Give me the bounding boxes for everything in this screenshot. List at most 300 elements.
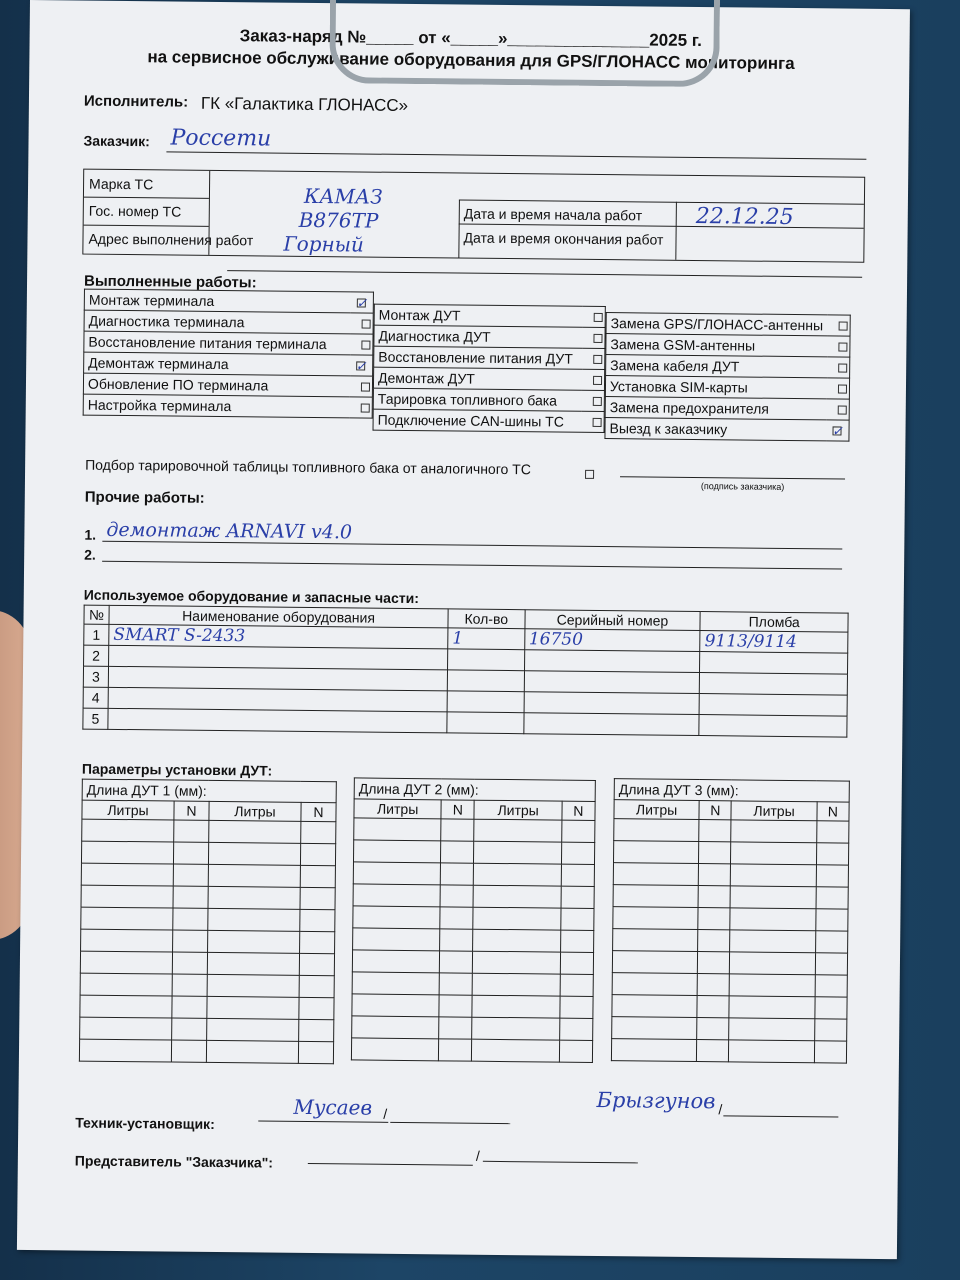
work-row	[373, 367, 604, 390]
top-right-sign-line	[723, 1115, 838, 1117]
work-label: Монтаж терминала	[84, 289, 351, 313]
dut-cell[interactable]	[81, 863, 173, 886]
dut-cell[interactable]	[560, 930, 593, 952]
dut-cell[interactable]	[171, 1040, 206, 1062]
dut-cell[interactable]	[815, 909, 848, 931]
dut-row	[79, 1039, 333, 1064]
dut-cell[interactable]	[352, 950, 440, 973]
dut-cell[interactable]	[79, 1039, 171, 1062]
checkbox-icon	[361, 382, 370, 391]
customer-handwritten: Россети	[170, 125, 272, 152]
dut-row	[612, 973, 847, 997]
dut-cell[interactable]	[730, 930, 815, 953]
work-checkbox[interactable]	[582, 411, 605, 432]
work-row	[84, 331, 373, 355]
dut-row	[80, 951, 334, 976]
dut-cell[interactable]	[80, 1017, 172, 1040]
dut-cell[interactable]	[729, 1040, 814, 1063]
dut-cell[interactable]	[474, 819, 562, 842]
dut-cell[interactable]	[472, 995, 560, 1018]
equipment-cell: 1	[448, 628, 525, 650]
works-title: Выполненные работы:	[83, 272, 257, 292]
dut-row	[613, 863, 848, 887]
work-label: Демонтаж ДУТ	[373, 367, 582, 390]
dut-cell[interactable]	[299, 953, 334, 975]
dut-column-header: N	[699, 801, 732, 820]
dut-cell[interactable]	[730, 952, 815, 975]
dut-cell[interactable]	[698, 930, 731, 952]
other-item-2-line	[102, 561, 842, 570]
equipment-cell: 3	[83, 666, 108, 687]
customer-label: Заказчик:	[83, 132, 150, 150]
checkbox-icon	[839, 321, 848, 330]
dut-cell[interactable]	[300, 887, 335, 909]
end-label: Дата и время окончания работ	[463, 229, 664, 248]
work-row	[373, 409, 604, 432]
other-item-1-handwritten: демонтаж ARNAVI v4.0	[106, 518, 353, 544]
dut-row	[81, 841, 335, 866]
rep-signature-handwritten: Брызгунов	[596, 1087, 716, 1114]
equipment-table	[82, 605, 848, 738]
checkbox-icon	[838, 405, 847, 414]
dut-cell[interactable]	[208, 842, 300, 865]
dut-cell[interactable]	[815, 975, 848, 997]
dut-cell[interactable]	[81, 929, 173, 952]
plate-label: Гос. номер ТС	[88, 202, 182, 220]
dut-cell[interactable]	[559, 1018, 592, 1040]
dut-cell[interactable]	[173, 908, 208, 930]
work-checkbox[interactable]	[827, 357, 850, 378]
work-label: Диагностика ДУТ	[374, 325, 583, 348]
dut-cell[interactable]	[472, 1039, 560, 1062]
dut-cell[interactable]	[729, 996, 814, 1019]
dut-cell[interactable]	[814, 1019, 847, 1041]
works-grid	[84, 289, 856, 440]
rep-slash-top: /	[718, 1101, 723, 1118]
checkbox-icon	[361, 340, 370, 349]
dut-cell[interactable]	[300, 931, 335, 953]
dut-cell[interactable]	[80, 995, 172, 1018]
dut-column-header: N	[301, 802, 336, 821]
dut-cell[interactable]	[561, 820, 594, 842]
executor-label: Исполнитель:	[83, 92, 189, 111]
work-row	[374, 346, 605, 369]
dut-cell[interactable]	[353, 928, 441, 951]
equipment-cell	[524, 650, 700, 673]
checkbox-icon	[593, 354, 602, 363]
dut-cell[interactable]	[441, 819, 474, 841]
address-underline	[227, 270, 862, 278]
dut-row	[613, 907, 848, 931]
equipment-cell	[700, 673, 848, 696]
customer-underline	[166, 151, 866, 159]
work-label: Установка SIM-карты	[605, 376, 827, 399]
work-label: Восстановление питания терминала	[84, 331, 351, 355]
checkbox-icon	[593, 396, 602, 405]
dut-cell[interactable]	[474, 841, 562, 864]
dut-cell[interactable]	[208, 908, 300, 931]
dut-row	[82, 819, 336, 844]
dut-cell[interactable]	[300, 909, 335, 931]
dut-cell[interactable]	[301, 821, 336, 843]
checkbox-icon	[593, 333, 602, 342]
dut-cell[interactable]	[697, 1040, 730, 1062]
dut-cell[interactable]	[172, 996, 207, 1018]
dut-row	[352, 994, 593, 1019]
dut-cell[interactable]	[815, 931, 848, 953]
dut-column-header: Литры	[209, 801, 301, 821]
dut-row	[353, 906, 594, 931]
dut-cell[interactable]	[440, 907, 473, 929]
work-checkbox[interactable]	[350, 334, 373, 355]
equipment-header: №	[84, 605, 109, 624]
dut-cell[interactable]	[206, 1040, 298, 1063]
check-mark: ✓	[831, 423, 844, 440]
dut-table-title: Длина ДУТ 1 (мм):	[82, 779, 336, 803]
rep-label: Представитель "Заказчика":	[74, 1152, 274, 1171]
other-item-1-num: 1.	[84, 526, 97, 543]
dut-row	[612, 951, 847, 975]
dut-cell[interactable]	[699, 842, 732, 864]
equipment-header: Серийный номер	[525, 610, 701, 631]
equipment-cell: 2	[84, 645, 109, 666]
brand-label: Марка ТС	[88, 175, 154, 193]
checkbox-icon	[594, 312, 603, 321]
dut-cell[interactable]	[352, 994, 440, 1017]
dut-cell[interactable]	[473, 907, 561, 930]
dut-row	[614, 819, 849, 843]
dut-table-1	[79, 779, 337, 1065]
dut-cell[interactable]	[439, 1017, 472, 1039]
work-row	[373, 388, 604, 411]
equipment-cell: 16750	[524, 629, 700, 652]
dut-row	[613, 885, 848, 909]
dut-cell[interactable]	[612, 1017, 697, 1040]
dut-cell[interactable]	[299, 997, 334, 1019]
dut-cell[interactable]	[300, 843, 335, 865]
dut-column-header: N	[174, 801, 209, 820]
dut-cell[interactable]	[353, 840, 441, 863]
dut-cell[interactable]	[207, 1018, 299, 1041]
equipment-cell	[524, 671, 700, 694]
dut-cell[interactable]	[173, 842, 208, 864]
tech-sign-line	[258, 1120, 388, 1122]
work-checkbox[interactable]	[827, 378, 850, 399]
work-row	[83, 373, 372, 397]
dut-row	[81, 907, 335, 932]
dut-row	[352, 972, 593, 997]
dut-cell[interactable]	[472, 1017, 560, 1040]
dut-cell[interactable]	[473, 973, 561, 996]
work-row	[374, 304, 605, 327]
work-label: Замена GSM-антенны	[606, 334, 828, 357]
equipment-cell	[447, 691, 524, 713]
work-checkbox[interactable]	[582, 390, 605, 411]
dut-cell[interactable]	[613, 841, 698, 864]
dut-cell[interactable]	[209, 820, 301, 843]
dut-cell[interactable]	[207, 996, 299, 1019]
signature-caption: (подпись заказчика)	[700, 481, 785, 492]
dut-cell[interactable]	[474, 885, 562, 908]
dut-cell[interactable]	[816, 843, 849, 865]
work-checkbox[interactable]	[582, 369, 605, 390]
dut-row	[353, 928, 594, 953]
tech-slash: /	[383, 1105, 388, 1122]
dut-cell[interactable]	[612, 973, 697, 996]
dut-cell[interactable]	[698, 908, 731, 930]
brand-handwritten: КАМАЗ	[303, 183, 383, 209]
work-row	[605, 376, 849, 400]
dut-cell[interactable]	[611, 1039, 696, 1062]
dut-cell[interactable]	[729, 1018, 814, 1041]
dut-cell[interactable]	[474, 863, 562, 886]
dut-cell[interactable]	[613, 907, 698, 930]
dut-cell[interactable]	[440, 929, 473, 951]
work-row	[84, 352, 373, 376]
dut-column-header: N	[817, 802, 850, 821]
dut-cell[interactable]	[613, 863, 698, 886]
dut-cell[interactable]	[473, 929, 561, 952]
tech-label: Техник-установщик:	[75, 1114, 215, 1132]
dut-row	[613, 841, 848, 865]
dut-cell[interactable]	[440, 885, 473, 907]
dut-row	[80, 995, 334, 1020]
work-row	[605, 418, 849, 442]
tech-signature-handwritten: Мусаев	[293, 1094, 373, 1120]
dut-table-2	[351, 777, 596, 1063]
work-label: Замена кабеля ДУТ	[606, 355, 828, 378]
dut-cell[interactable]	[698, 864, 731, 886]
equipment-cell	[447, 670, 524, 692]
dut-cell[interactable]	[207, 974, 299, 997]
dut-title: Параметры установки ДУТ:	[81, 760, 273, 779]
plate-handwritten: В876ТР	[298, 207, 379, 233]
dut-cell[interactable]	[815, 953, 848, 975]
dut-cell[interactable]	[299, 1019, 334, 1041]
dut-cell[interactable]	[173, 930, 208, 952]
dut-row	[80, 1017, 334, 1042]
dut-cell[interactable]	[81, 907, 173, 930]
work-row	[606, 334, 850, 358]
dut-cell[interactable]	[731, 864, 816, 887]
dut-cell[interactable]	[441, 841, 474, 863]
checkbox-icon	[362, 319, 371, 328]
work-checkbox[interactable]	[350, 376, 373, 397]
dut-cell[interactable]	[561, 842, 594, 864]
dut-cell[interactable]	[298, 1041, 333, 1063]
work-checkbox[interactable]	[827, 336, 850, 357]
dut-cell[interactable]	[698, 886, 731, 908]
dut-column-header: Литры	[354, 799, 441, 819]
equipment-header: Пломба	[700, 612, 848, 633]
dut-cell[interactable]	[730, 974, 815, 997]
work-checkbox[interactable]	[583, 306, 606, 327]
work-row	[606, 355, 850, 379]
equipment-header: Наименование оборудования	[109, 605, 448, 628]
dut-row	[81, 863, 335, 888]
dut-row	[351, 1038, 592, 1063]
dut-cell[interactable]	[697, 996, 730, 1018]
dut-cell[interactable]	[352, 1016, 440, 1039]
dut-cell[interactable]	[208, 864, 300, 887]
dut-cell[interactable]	[561, 886, 594, 908]
dut-cell[interactable]	[172, 952, 207, 974]
dut-cell[interactable]	[730, 908, 815, 931]
equipment-cell	[700, 652, 848, 675]
work-label: Замена GPS/ГЛОНАСС-антенны	[606, 313, 828, 336]
checkbox-icon	[593, 417, 602, 426]
dut-cell[interactable]	[81, 885, 173, 908]
dut-cell[interactable]	[816, 887, 849, 909]
dut-cell[interactable]	[80, 973, 172, 996]
works-col-3	[604, 312, 850, 442]
checkbox-icon	[361, 403, 370, 412]
address-label: Адрес выполнения работ	[88, 230, 254, 249]
equipment-cell	[448, 649, 525, 671]
dut-cell[interactable]	[208, 886, 300, 909]
dut-cell[interactable]	[439, 995, 472, 1017]
start-label: Дата и время начала работ	[463, 205, 643, 224]
dut-cell[interactable]	[697, 1018, 730, 1040]
equipment-cell	[524, 692, 700, 715]
dut-cell[interactable]	[173, 886, 208, 908]
dut-cell[interactable]	[814, 1041, 847, 1063]
work-label: Настройка терминала	[83, 394, 350, 418]
dut-cell[interactable]	[82, 819, 174, 842]
dut-row	[80, 973, 334, 998]
equipment-cell: SMART S-2433	[109, 624, 448, 649]
rep-name-line	[483, 1161, 638, 1164]
dut-cell[interactable]	[697, 974, 730, 996]
dut-cell[interactable]	[299, 975, 334, 997]
work-checkbox[interactable]	[582, 327, 605, 348]
dut-cell[interactable]	[614, 819, 699, 842]
dut-table-3	[611, 778, 850, 1063]
dut-cell[interactable]	[354, 818, 442, 841]
dut-cell[interactable]	[174, 820, 209, 842]
tariff-label: Подбор тарировочной таблицы топливного бака от аналогичного ТС	[85, 456, 531, 478]
work-checkbox[interactable]	[350, 355, 373, 376]
dut-cell[interactable]	[353, 906, 441, 929]
work-checkbox[interactable]	[828, 315, 851, 336]
dut-cell[interactable]	[173, 864, 208, 886]
dut-cell[interactable]	[814, 997, 847, 1019]
dut-cell[interactable]	[560, 996, 593, 1018]
work-row	[83, 394, 372, 418]
work-checkbox[interactable]	[350, 397, 373, 418]
dut-column-header: Литры	[82, 800, 174, 820]
dut-row	[353, 840, 594, 865]
checkbox-icon	[593, 375, 602, 384]
equipment-cell	[699, 715, 847, 738]
work-checkbox[interactable]	[351, 292, 374, 313]
works-col-2	[373, 304, 606, 433]
dut-cell[interactable]	[816, 865, 849, 887]
work-checkbox[interactable]	[826, 420, 849, 441]
dut-column-header: Литры	[731, 801, 816, 821]
dut-cell[interactable]	[300, 865, 335, 887]
checkbox-icon	[838, 384, 847, 393]
dut-cell[interactable]	[172, 1018, 207, 1040]
equipment-cell: 4	[83, 687, 108, 708]
title-line-1: Заказ-наряд №_____ от «_____»_______________2025 г.	[239, 26, 703, 51]
dut-cell[interactable]	[561, 908, 594, 930]
dut-cell[interactable]	[560, 974, 593, 996]
dut-row	[612, 1017, 847, 1041]
work-label: Тарировка топливного бака	[373, 388, 582, 411]
dut-cell[interactable]	[560, 952, 593, 974]
dut-column-header: N	[562, 801, 595, 820]
dut-cell[interactable]	[353, 862, 441, 885]
works-col-1	[83, 289, 374, 419]
work-checkbox[interactable]	[582, 348, 605, 369]
work-order-sheet	[17, 0, 910, 1259]
dut-cell[interactable]	[81, 841, 173, 864]
executor-value: ГК «Галактика ГЛОНАСС»	[200, 93, 409, 115]
clipboard-clip	[329, 0, 720, 87]
dut-cell[interactable]	[473, 951, 561, 974]
other-title: Прочие работы:	[84, 488, 205, 507]
dut-cell[interactable]	[613, 929, 698, 952]
title-line-2: на сервисное обслуживание оборудования для GPS/ГЛОНАСС мониторинга	[147, 47, 795, 74]
work-label: Замена предохранителя	[605, 397, 827, 420]
dut-cell[interactable]	[561, 864, 594, 886]
dut-cell[interactable]	[731, 820, 816, 843]
tariff-checkbox[interactable]	[585, 466, 594, 484]
work-row	[374, 325, 605, 348]
dut-cell[interactable]	[612, 951, 697, 974]
dut-cell[interactable]	[697, 952, 730, 974]
dut-cell[interactable]	[207, 952, 299, 975]
work-checkbox[interactable]	[351, 313, 374, 334]
dut-cell[interactable]	[612, 995, 697, 1018]
dut-cell[interactable]	[172, 974, 207, 996]
dut-cell[interactable]	[816, 821, 849, 843]
dut-column-header: Литры	[614, 800, 699, 820]
dut-cell[interactable]	[80, 951, 172, 974]
dut-cell[interactable]	[439, 1039, 472, 1061]
equipment-title: Используемое оборудование и запасные части:	[83, 586, 420, 607]
dut-cell[interactable]	[440, 951, 473, 973]
dut-cell[interactable]	[731, 886, 816, 909]
dut-cell[interactable]	[699, 820, 732, 842]
equipment-cell	[523, 713, 699, 736]
work-label: Демонтаж терминала	[84, 352, 351, 376]
dut-cell[interactable]	[613, 885, 698, 908]
dut-column-header: N	[441, 800, 474, 819]
dut-cell[interactable]	[208, 930, 300, 953]
rep-sign-line	[308, 1163, 473, 1166]
dut-cell[interactable]	[559, 1040, 592, 1062]
dut-cell[interactable]	[351, 1038, 439, 1061]
work-row	[84, 310, 373, 334]
checkbox-icon	[838, 363, 847, 372]
equipment-cell: 1	[84, 624, 109, 645]
work-checkbox[interactable]	[827, 399, 850, 420]
work-label: Восстановление питания ДУТ	[374, 346, 583, 369]
address-handwritten: Горный	[283, 231, 365, 257]
checkbox-icon	[838, 342, 847, 351]
dut-cell[interactable]	[441, 863, 474, 885]
dut-cell[interactable]	[352, 972, 440, 995]
dut-cell[interactable]	[439, 973, 472, 995]
dut-cell[interactable]	[353, 884, 441, 907]
work-label: Выезд к заказчику	[605, 418, 827, 441]
equipment-cell: 5	[83, 708, 108, 729]
dut-cell[interactable]	[731, 842, 816, 865]
vehicle-box	[82, 169, 865, 263]
dut-column-header: Литры	[474, 800, 561, 820]
